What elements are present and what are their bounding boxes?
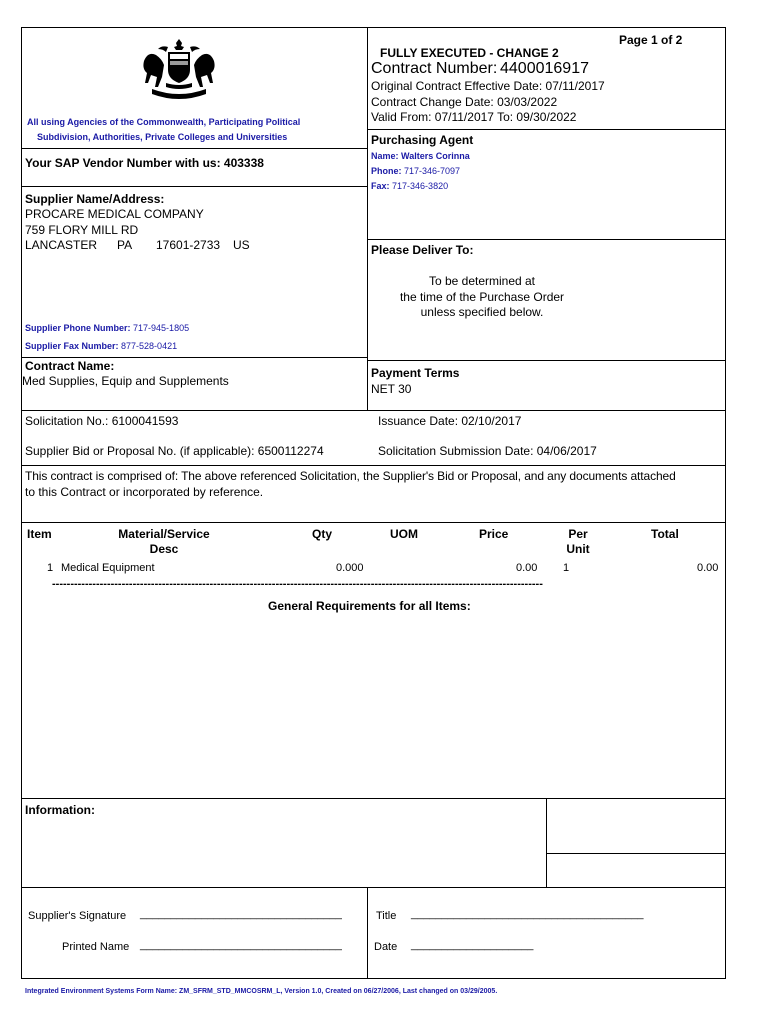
issuance-date: Issuance Date: 02/10/2017 <box>378 414 522 428</box>
supplier-signature-field[interactable]: _________________________________ <box>140 908 342 920</box>
agent-fax-label: Fax: <box>371 181 390 191</box>
supplier-state: PA <box>117 238 133 252</box>
table-row <box>0 562 770 576</box>
contract-number-label: Contract Number: <box>371 60 498 77</box>
supplier-name: PROCARE MEDICAL COMPANY <box>25 207 204 221</box>
supplier-phone-label: Supplier Phone Number: <box>25 323 131 333</box>
row-qty: 0.000 <box>336 562 364 574</box>
deliver-to-title: Please Deliver To: <box>371 243 474 257</box>
agent-phone-label: Phone: <box>371 166 402 176</box>
agent-phone-value: 717-346-7097 <box>404 166 461 176</box>
commonwealth-seal <box>138 37 220 103</box>
hline-full-4 <box>21 410 726 411</box>
contract-name-label: Contract Name: <box>25 359 115 373</box>
contract-number: 4400016917 <box>500 60 589 77</box>
frame-left <box>21 27 22 979</box>
hline-right-1 <box>367 129 726 130</box>
title-label: Title <box>376 910 397 922</box>
hline-full-5 <box>21 465 726 466</box>
printed-name-label: Printed Name <box>62 941 130 953</box>
comprised-line-2: to this Contract or incorporated by reference. <box>25 485 264 499</box>
purchasing-agent-title: Purchasing Agent <box>371 133 474 147</box>
col-header-total: Total <box>651 527 679 541</box>
col-header-item: Item <box>27 527 52 541</box>
divider-upper-vertical <box>367 27 368 410</box>
submission-date: Solicitation Submission Date: 04/06/2017 <box>378 444 597 458</box>
supplier-country: US <box>233 238 250 252</box>
agencies-line-2: Subdivision, Authorities, Private Colleges and Universities <box>37 132 288 142</box>
deliver-to-line-3: unless specified below. <box>420 305 544 319</box>
agent-name-value: Walters Corinna <box>401 151 470 161</box>
supplier-name-label: Supplier Name/Address: <box>25 192 165 206</box>
contract-name: Med Supplies, Equip and Supplements <box>22 374 229 388</box>
agent-name-label: Name: <box>371 151 399 161</box>
frame-bottom <box>21 978 726 979</box>
hline-right-2 <box>367 239 726 240</box>
hline-left-3 <box>21 357 367 358</box>
contract-change-date: Contract Change Date: 03/03/2022 <box>371 95 558 109</box>
agent-name <box>371 151 470 161</box>
hline-left-2 <box>21 186 367 187</box>
supplier-phone <box>25 323 189 333</box>
information-label: Information: <box>25 803 95 817</box>
agencies-line-1: All using Agencies of the Commonwealth, Participating Political <box>27 117 301 127</box>
sap-vendor-number: Your SAP Vendor Number with us: 403338 <box>25 156 264 170</box>
title-field[interactable]: ______________________________________ <box>411 908 644 920</box>
signature-vertical <box>367 887 368 978</box>
general-requirements: General Requirements for all Items: <box>268 599 471 613</box>
supplier-fax-label: Supplier Fax Number: <box>25 341 119 351</box>
solicitation-number: Solicitation No.: 6100041593 <box>25 414 179 428</box>
col-header-uom: UOM <box>390 527 418 541</box>
hline-full-7 <box>21 798 726 799</box>
date-field[interactable]: ____________________ <box>411 939 534 951</box>
hline-full-8 <box>21 887 726 888</box>
agent-fax <box>371 181 448 191</box>
date-label: Date <box>374 941 398 953</box>
hline-left-1 <box>21 148 367 149</box>
supplier-fax-value: 877-528-0421 <box>121 341 178 351</box>
col-header-price: Price <box>479 527 509 541</box>
bid-proposal-number: Supplier Bid or Proposal No. (if applicable): 6500112274 <box>25 444 324 458</box>
hline-right-3 <box>367 360 726 361</box>
comprised-line-1: This contract is comprised of: The above referenced Solicitation, the Supplier's Bid or Proposal, and any documents attached <box>25 469 676 483</box>
col-header-material-1: Material/Service <box>118 527 210 541</box>
row-per: 1 <box>563 562 570 574</box>
supplier-city: LANCASTER <box>25 238 98 252</box>
dashed-separator: -------------------------------------------------------------------------------------------------------------------------------------- <box>52 578 543 590</box>
executed-status: FULLY EXECUTED - CHANGE 2 <box>380 46 559 60</box>
supplier-zip: 17601-2733 <box>156 238 221 252</box>
row-item: 1 <box>47 562 54 574</box>
deliver-to-line-2: the time of the Purchase Order <box>399 290 565 304</box>
hline-full-6 <box>21 522 726 523</box>
col-header-qty: Qty <box>312 527 333 541</box>
printed-name-field[interactable]: _________________________________ <box>140 939 342 951</box>
valid-dates: Valid From: 07/11/2017 To: 09/30/2022 <box>371 110 577 124</box>
payment-terms-label: Payment Terms <box>371 366 460 380</box>
row-total: 0.00 <box>697 562 719 574</box>
original-effective-date: Original Contract Effective Date: 07/11/2017 <box>371 79 605 93</box>
info-vertical <box>546 798 547 887</box>
frame-right <box>725 27 726 979</box>
supplier-signature-label: Supplier's Signature <box>28 910 127 922</box>
payment-terms: NET 30 <box>371 382 412 396</box>
col-header-per-2: Unit <box>566 542 590 556</box>
col-header-material-2: Desc <box>149 542 179 556</box>
col-header-per-1: Per <box>568 527 588 541</box>
supplier-phone-value: 717-945-1805 <box>133 323 190 333</box>
agent-phone <box>371 166 460 176</box>
info-mid-line <box>546 853 726 854</box>
supplier-fax <box>25 341 177 351</box>
row-price: 0.00 <box>516 562 538 574</box>
agent-fax-value: 717-346-3820 <box>392 181 449 191</box>
page-indicator: Page 1 of 2 <box>619 33 683 47</box>
row-desc: Medical Equipment <box>61 562 155 574</box>
supplier-street: 759 FLORY MILL RD <box>25 223 139 237</box>
deliver-to-line-1: To be determined at <box>428 274 536 288</box>
form-footer: Integrated Environment Systems Form Name: ZM_SFRM_STD_MMCOSRM_L, Version 1.0, Created on 06/27/2006, Last changed on 03/29/2005. <box>25 988 498 995</box>
frame-top <box>21 27 726 28</box>
